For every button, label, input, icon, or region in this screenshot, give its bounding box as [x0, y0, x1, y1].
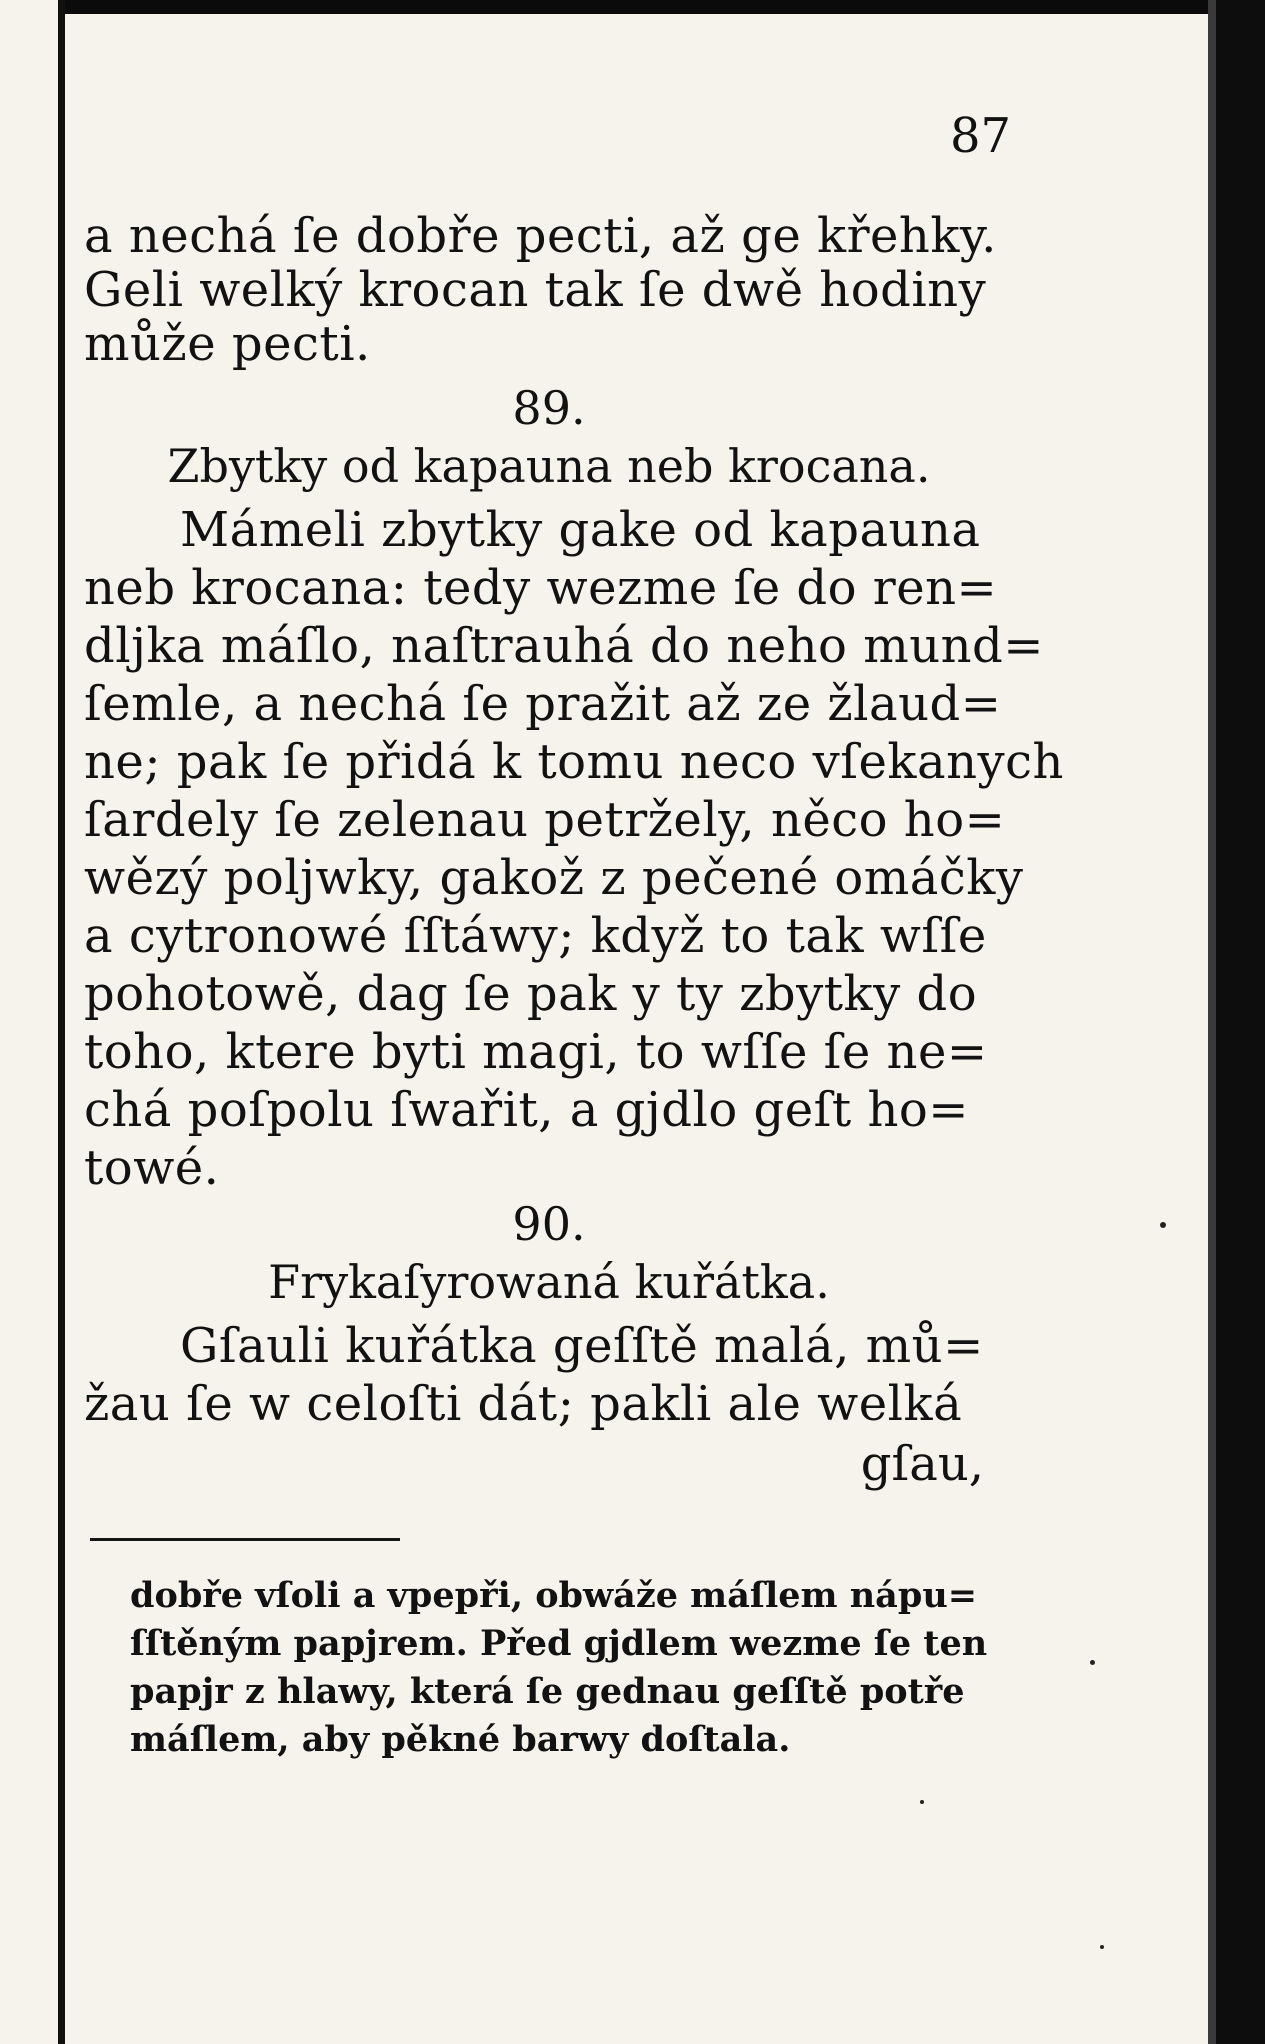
- footnote-line: ſſtěným papjrem. Před gjdlem wezme ſe ten: [130, 1623, 988, 1664]
- text-line: ne; pak ſe přidá k tomu neco vſekanych: [84, 734, 1064, 790]
- scan-speck: [1100, 1945, 1104, 1949]
- catchword: gſau,: [860, 1436, 984, 1492]
- scan-edge-right: [1216, 0, 1265, 2044]
- scan-edge-left: [58, 0, 65, 2044]
- footnote-line: papjr z hlawy, která ſe gednau geſſtě potře: [130, 1671, 965, 1712]
- text-line: ſemle, a nechá ſe pražit až ze žlaud=: [84, 676, 1002, 732]
- recipe-number: 89.: [512, 381, 586, 435]
- text-line: Geli welký krocan tak ſe dwě hodiny: [84, 262, 987, 318]
- text-line: wězý poljwky, gakož z pečené omáčky: [84, 850, 1024, 906]
- footnote-rule: [90, 1538, 400, 1541]
- recipe-number: 90.: [512, 1197, 586, 1251]
- text-line: chá poſpolu ſwařit, a gjdlo geſt ho=: [84, 1082, 969, 1138]
- footnote-line: máſlem, aby pěkné barwy doſtala.: [130, 1719, 791, 1760]
- text-line: ſardely ſe zelenau petržely, něco ho=: [84, 792, 1006, 848]
- page-number: 87: [950, 108, 1012, 164]
- footnote-line: dobře vſoli a vpepři, obwáže máſlem nápu=: [130, 1575, 978, 1616]
- text-line: a cytronowé ſſtáwy; když to tak wſſe: [84, 908, 987, 964]
- scan-edge-right-shadow: [1208, 0, 1216, 2044]
- scan-edge-top: [58, 0, 1265, 14]
- text-line: může pecti.: [84, 316, 371, 372]
- text-line: dljka máſlo, naſtrauhá do neho mund=: [84, 618, 1044, 674]
- recipe-title: Zbytky od kapauna neb krocana.: [167, 439, 931, 493]
- text-line: Mámeli zbytky gake od kapauna: [180, 502, 981, 558]
- scan-speck: [920, 1800, 924, 1804]
- text-line: towé.: [84, 1140, 220, 1196]
- text-line: Gſauli kuřátka geſſtě malá, mů=: [180, 1318, 984, 1374]
- recipe-title: Frykaſyrowaná kuřátka.: [268, 1255, 830, 1309]
- text-line: toho, ktere byti magi, to wſſe ſe ne=: [84, 1024, 988, 1080]
- text-line: žau ſe w celoſti dát; pakli ale welká: [84, 1376, 963, 1432]
- scan-speck: [1160, 1222, 1166, 1228]
- text-line: pohotowě, dag ſe pak y ty zbytky do: [84, 966, 978, 1022]
- text-line: a nechá ſe dobře pecti, až ge křehky.: [84, 208, 997, 264]
- text-line: neb krocana: tedy wezme ſe do ren=: [84, 560, 998, 616]
- scan-speck: [1090, 1660, 1095, 1665]
